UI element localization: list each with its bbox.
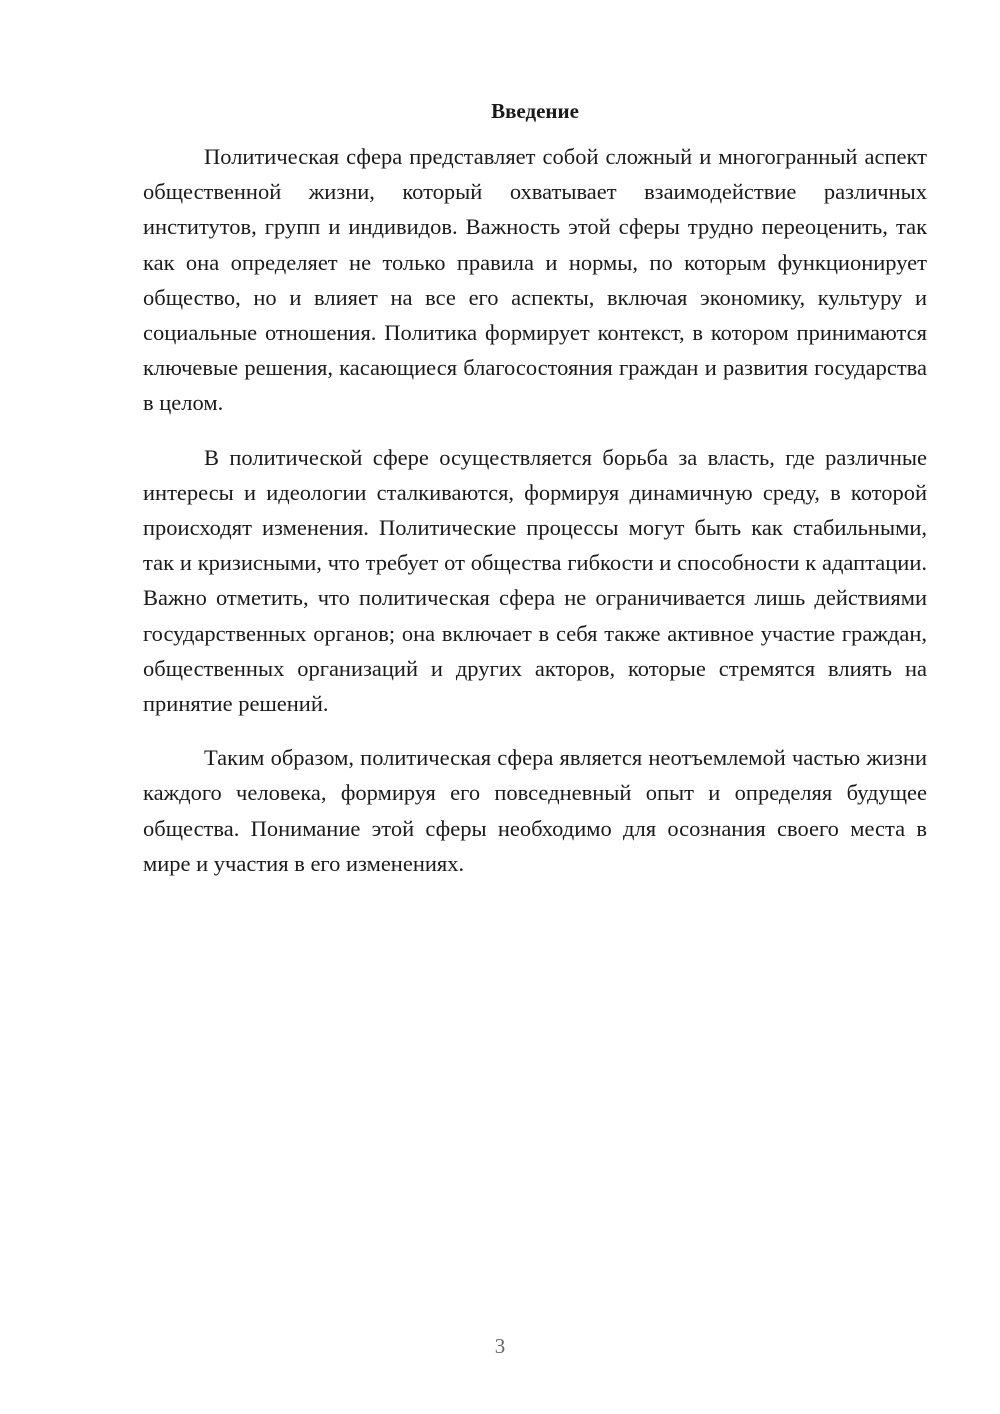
paragraph-1: Политическая сфера представляет собой сложный и многогранный аспект общественной жизни, который охватывает взаимодействие различных институтов, групп и индивидов. Важность этой сферы трудно переоценить, так как она определяет не только правила и нормы, по которым функционирует общество, но и влияет на все его аспекты, включая экономику, культуру и социальные отношения. Политика формирует контекст, в котором принимаются ключевые решения, касающиеся благосостояния граждан и развития государства в целом. [143, 144, 927, 416]
page-number: 3 [494, 1334, 506, 1358]
page-body [143, 96, 927, 900]
section-heading: Введение [491, 99, 579, 123]
paragraph-3: Таким образом, политическая сфера является неотъемлемой частью жизни каждого человека, формируя его повседневный опыт и определяя будущее общества. Понимание этой сферы необходимо для осознания своего места в мире и участия в его изменениях. [143, 745, 927, 876]
paragraph-2: В политической сфере осуществляется борьба за власть, где различные интересы и идеологии сталкиваются, формируя динамичную среду, в которой происходят изменения. Политические процессы могут быть как стабильными, так и кризисными, что требует от общества гибкости и способности к адаптации. Важно отметить, что политическая сфера не ограничивается лишь действиями государственных органов; она включает в себя также активное участие граждан, общественных организаций и других акторов, которые стремятся влиять на принятие решений. [143, 444, 927, 717]
